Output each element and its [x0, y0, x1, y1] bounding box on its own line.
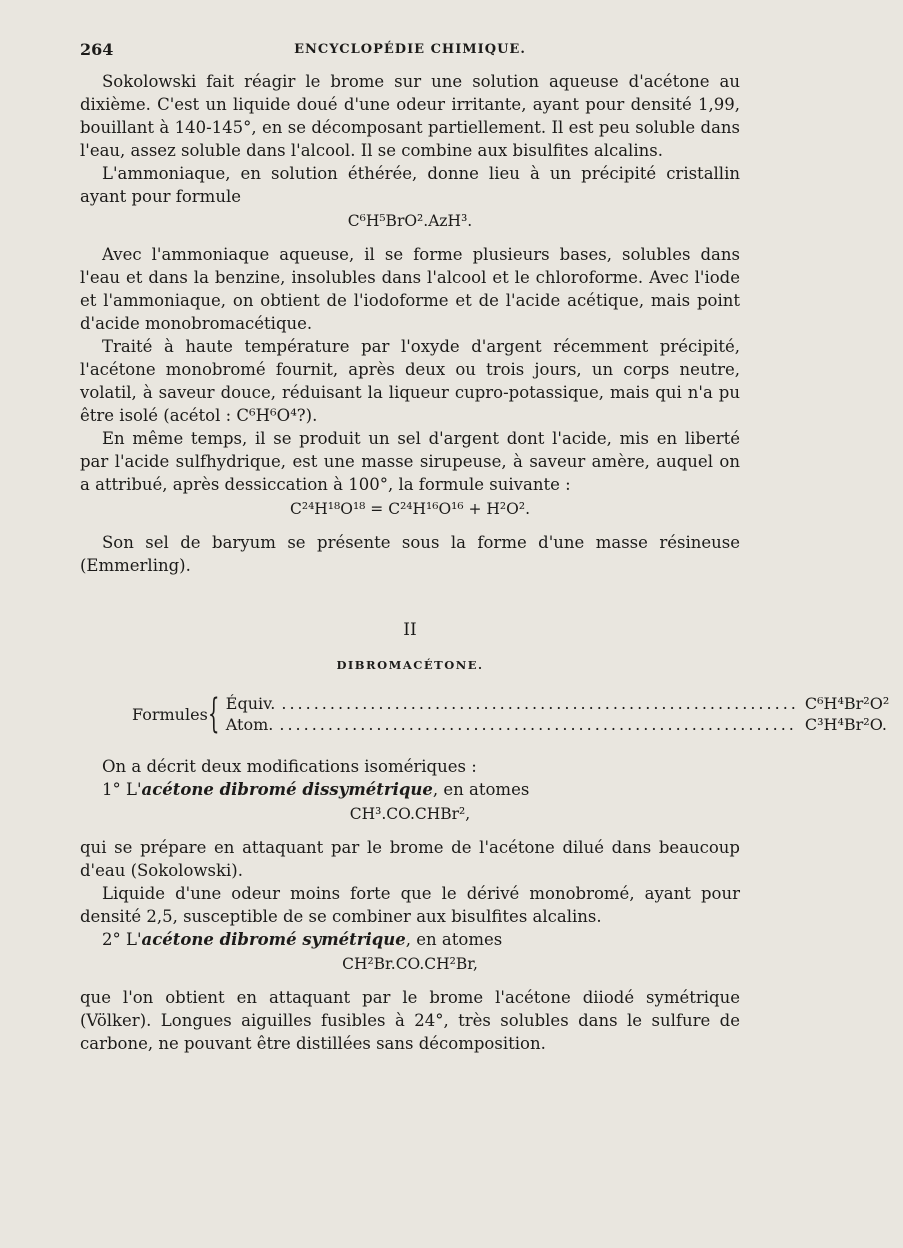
paragraph: Avec l'ammoniaque aqueuse, il se forme plusieurs bases, solubles dans l'eau et dans la benzine, insolubles dans l'alcool et le chloroforme. Avec l'iode et l'ammoniaque, on obtient de l'iodoforme et de l'acide acétique, mais point d'acide monobromacétique.: [80, 245, 740, 333]
paragraph: Sokolowski fait réagir le brome sur une solution aqueuse d'acétone au dixième. C'est un liquide doué d'une odeur irritante, ayant pour densité 1,99, bouillant à 140-145°, en se décomposant partiellement. Il est peu soluble dans l'eau, assez soluble dans l'alcool. Il se combine aux bisulfites alcalins.: [80, 72, 740, 160]
running-title: ENCYCLOPÉDIE CHIMIQUE.: [294, 42, 526, 57]
formulas-block: [132, 691, 890, 737]
formulas-rows: [226, 693, 903, 735]
paragraph: Liquide d'une odeur moins forte que le dérivé monobromé, ayant pour densité 2,5, susceptible de se combiner aux bisulfites alcalins.: [80, 884, 740, 926]
item-prefix: 1° L': [102, 780, 142, 799]
page-number: 264: [80, 40, 114, 59]
chemical-equation: C²⁴H¹⁸O¹⁸ = C²⁴H¹⁶O¹⁶ + H²O².: [290, 500, 530, 518]
dot-leader: [275, 693, 805, 714]
formula-row-name: Équiv.: [225, 694, 276, 713]
formula-row-name: Atom.: [225, 715, 274, 734]
chemical-formula: CH³.CO.CHBr²,: [349, 805, 471, 823]
formulas-label: Formules: [132, 704, 208, 724]
item-suffix: , en atomes: [432, 780, 530, 799]
paragraph: L'ammoniaque, en solution éthérée, donne lieu à un précipité cristallin ayant pour formule: [80, 164, 740, 206]
list-item: [80, 928, 740, 951]
list-item: [80, 778, 740, 801]
paragraph: que l'on obtient en attaquant par le brome l'acétone diiodé symétrique (Völker). Longues aiguilles fusibles à 24°, très solubles dans le sulfure de carbone, ne pouvant être distillées sans décomposition.: [80, 988, 740, 1053]
paragraph: qui se prépare en attaquant par le brome de l'acétone dilué dans beaucoup d'eau (Sokolowski).: [80, 838, 740, 880]
compound-name: acétone dibromé dissymétrique: [141, 780, 433, 799]
section-title: DIBROMACÉTONE.: [336, 658, 484, 672]
formula-row-value: C³H⁴Br²O.: [804, 715, 887, 734]
page-header: [80, 40, 740, 62]
paragraph: Traité à haute température par l'oxyde d'argent récemment précipité, l'acétone monobromé fournit, après deux ou trois jours, un corps neutre, volatil, à saveur douce, réduisant la liqueur cupro-potassique, mais qui n'a pu être isolé (acétol : C⁶H⁶O⁴?).: [80, 337, 740, 425]
dot-leader: [273, 714, 804, 735]
formula-row-value: C⁶H⁴Br²O²: [804, 694, 890, 713]
section-number: II: [403, 620, 417, 640]
formula-row-atom: [226, 714, 903, 735]
chemical-formula: CH²Br.CO.CH²Br,: [342, 955, 478, 973]
item-suffix: , en atomes: [405, 930, 503, 949]
brace-symbol: {: [207, 691, 220, 737]
page-body: [80, 70, 890, 1055]
compound-name: acétone dibromé symétrique: [141, 930, 406, 949]
paragraph: Son sel de baryum se présente sous la forme d'une masse résineuse (Emmerling).: [80, 533, 740, 575]
item-prefix: 2° L': [102, 930, 142, 949]
paragraph: On a décrit deux modifications isomériques :: [102, 757, 477, 776]
formula-row-equiv: [226, 693, 903, 714]
paragraph: En même temps, il se produit un sel d'argent dont l'acide, mis en liberté par l'acide sulfhydrique, est une masse sirupeuse, à saveur amère, auquel on a attribué, après dessiccation à 100°, la formule suivante :: [80, 429, 740, 494]
chemical-formula: C⁶H⁵BrO².AzH³.: [347, 212, 473, 230]
